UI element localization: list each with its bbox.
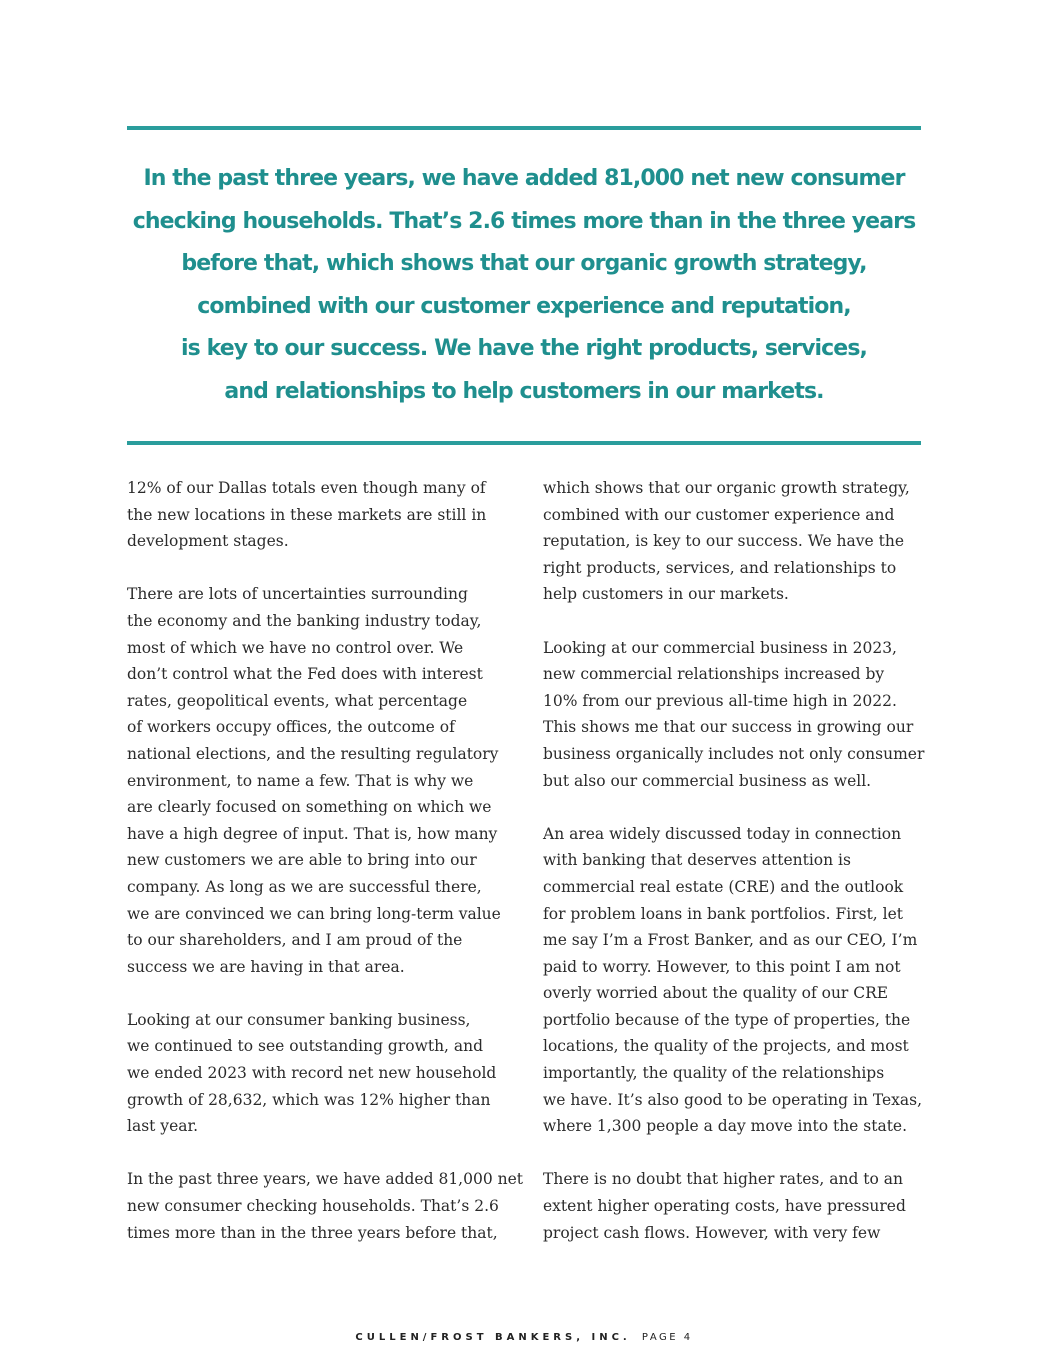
text-line: for problem loans in bank portfolios. First, let <box>543 904 904 923</box>
text-line: which shows that our organic growth strategy, <box>543 479 910 497</box>
text-line: don’t control what the Fed does with interest <box>127 665 483 684</box>
text-line: environment, to name a few. That is why we <box>127 771 474 790</box>
footer-organization: CULLEN/FROST BANKERS, INC. <box>355 1332 631 1343</box>
text-line: project cash flows. However, with very few <box>543 1223 881 1242</box>
text-line: we ended 2023 with record net new household <box>127 1064 497 1083</box>
text-line: where 1,300 people a day move into the state. <box>543 1117 908 1136</box>
right-paragraph-2 <box>543 635 928 795</box>
text-line: This shows me that our success in growing our <box>543 718 914 737</box>
text-line: growth of 28,632, which was 12% higher than <box>127 1090 491 1109</box>
left-paragraph-4 <box>127 1166 523 1246</box>
text-line: with banking that deserves attention is <box>543 851 851 870</box>
text-line: times more than in the three years before that, <box>127 1223 498 1242</box>
text-line: There are lots of uncertainties surrounding <box>127 585 468 604</box>
text-line: Looking at our commercial business in 2023, <box>543 638 897 657</box>
left-column <box>127 475 523 1273</box>
text-line: In the past three years, we have added 81,000 net <box>127 1170 523 1189</box>
text-line: company. As long as we are successful there, <box>127 877 482 896</box>
text-line: locations, the quality of the projects, and most <box>543 1037 909 1056</box>
pull-quote-line: checking households. That’s 2.6 times more than in the three years <box>132 208 916 234</box>
text-line: overly worried about the quality of our CRE <box>543 984 889 1003</box>
text-line: me say I’m a Frost Banker, and as our CEO, I’m <box>543 931 918 950</box>
text-line: paid to worry. However, to this point I am not <box>543 957 901 976</box>
text-line: Looking at our consumer banking business, <box>127 1010 471 1029</box>
text-line: to our shareholders, and I am proud of the <box>127 931 463 950</box>
text-line: There is no doubt that higher rates, and to an <box>543 1170 904 1189</box>
text-line: help customers in our markets. <box>543 585 789 604</box>
text-line: An area widely discussed today in connection <box>543 824 902 843</box>
text-line: most of which we have no control over. We <box>127 638 464 657</box>
text-line: rates, geopolitical events, what percentage <box>127 691 468 710</box>
text-line: 10% from our previous all-time high in 2022. <box>543 691 897 710</box>
right-paragraph-3 <box>543 821 928 1140</box>
bottom-divider-rule <box>127 441 921 445</box>
text-line: commercial real estate (CRE) and the outlook <box>543 877 904 896</box>
right-paragraph-4 <box>543 1166 928 1246</box>
page-footer <box>0 1332 1048 1343</box>
text-line: we are convinced we can bring long-term value <box>127 904 501 923</box>
text-line: but also our commercial business as well. <box>543 771 872 790</box>
text-line: new consumer checking households. That’s 2.6 <box>127 1197 499 1216</box>
text-line: we continued to see outstanding growth, and <box>127 1037 484 1056</box>
text-line: development stages. <box>127 532 289 551</box>
pull-quote-line: is key to our success. We have the right products, services, <box>181 336 867 361</box>
text-line: the economy and the banking industry today, <box>127 611 482 630</box>
text-line: of workers occupy offices, the outcome of <box>127 718 455 737</box>
text-line: importantly, the quality of the relationships <box>543 1064 885 1083</box>
text-line: right products, services, and relationships to <box>543 558 897 577</box>
pull-quote-line: before that, which shows that our organic growth strategy, <box>181 251 867 276</box>
left-paragraph-3 <box>127 1007 512 1140</box>
text-line: the new locations in these markets are still in <box>127 505 487 524</box>
left-paragraph-1 <box>127 475 512 555</box>
text-line: last year. <box>127 1117 199 1136</box>
text-line: combined with our customer experience and <box>543 505 895 524</box>
pull-quote-line: and relationships to help customers in our markets. <box>224 378 824 404</box>
pull-quote-line: combined with our customer experience and reputation, <box>197 293 851 319</box>
text-line: new customers we are able to bring into our <box>127 851 477 870</box>
right-column <box>543 475 928 1273</box>
text-line: are clearly focused on something on which we <box>127 798 492 817</box>
top-divider-rule <box>127 126 921 130</box>
right-paragraph-1 <box>543 475 928 608</box>
text-line: extent higher operating costs, have pressured <box>543 1197 906 1216</box>
text-line: portfolio because of the type of properties, the <box>543 1010 911 1029</box>
text-line: 12% of our Dallas totals even though many of <box>127 479 486 497</box>
text-line: reputation, is key to our success. We have the <box>543 532 905 551</box>
text-line: success we are having in that area. <box>127 957 405 976</box>
text-line: have a high degree of input. That is, how many <box>127 824 498 843</box>
footer-page-number: PAGE 4 <box>641 1332 693 1343</box>
text-line: new commercial relationships increased by <box>543 665 885 684</box>
left-paragraph-2 <box>127 581 512 980</box>
text-line: national elections, and the resulting regulatory <box>127 744 499 763</box>
text-line: business organically includes not only consumer <box>543 744 925 763</box>
pull-quote <box>127 158 921 413</box>
pull-quote-line: In the past three years, we have added 81,000 net new consumer <box>143 166 905 191</box>
text-line: we have. It’s also good to be operating in Texas, <box>543 1090 923 1109</box>
